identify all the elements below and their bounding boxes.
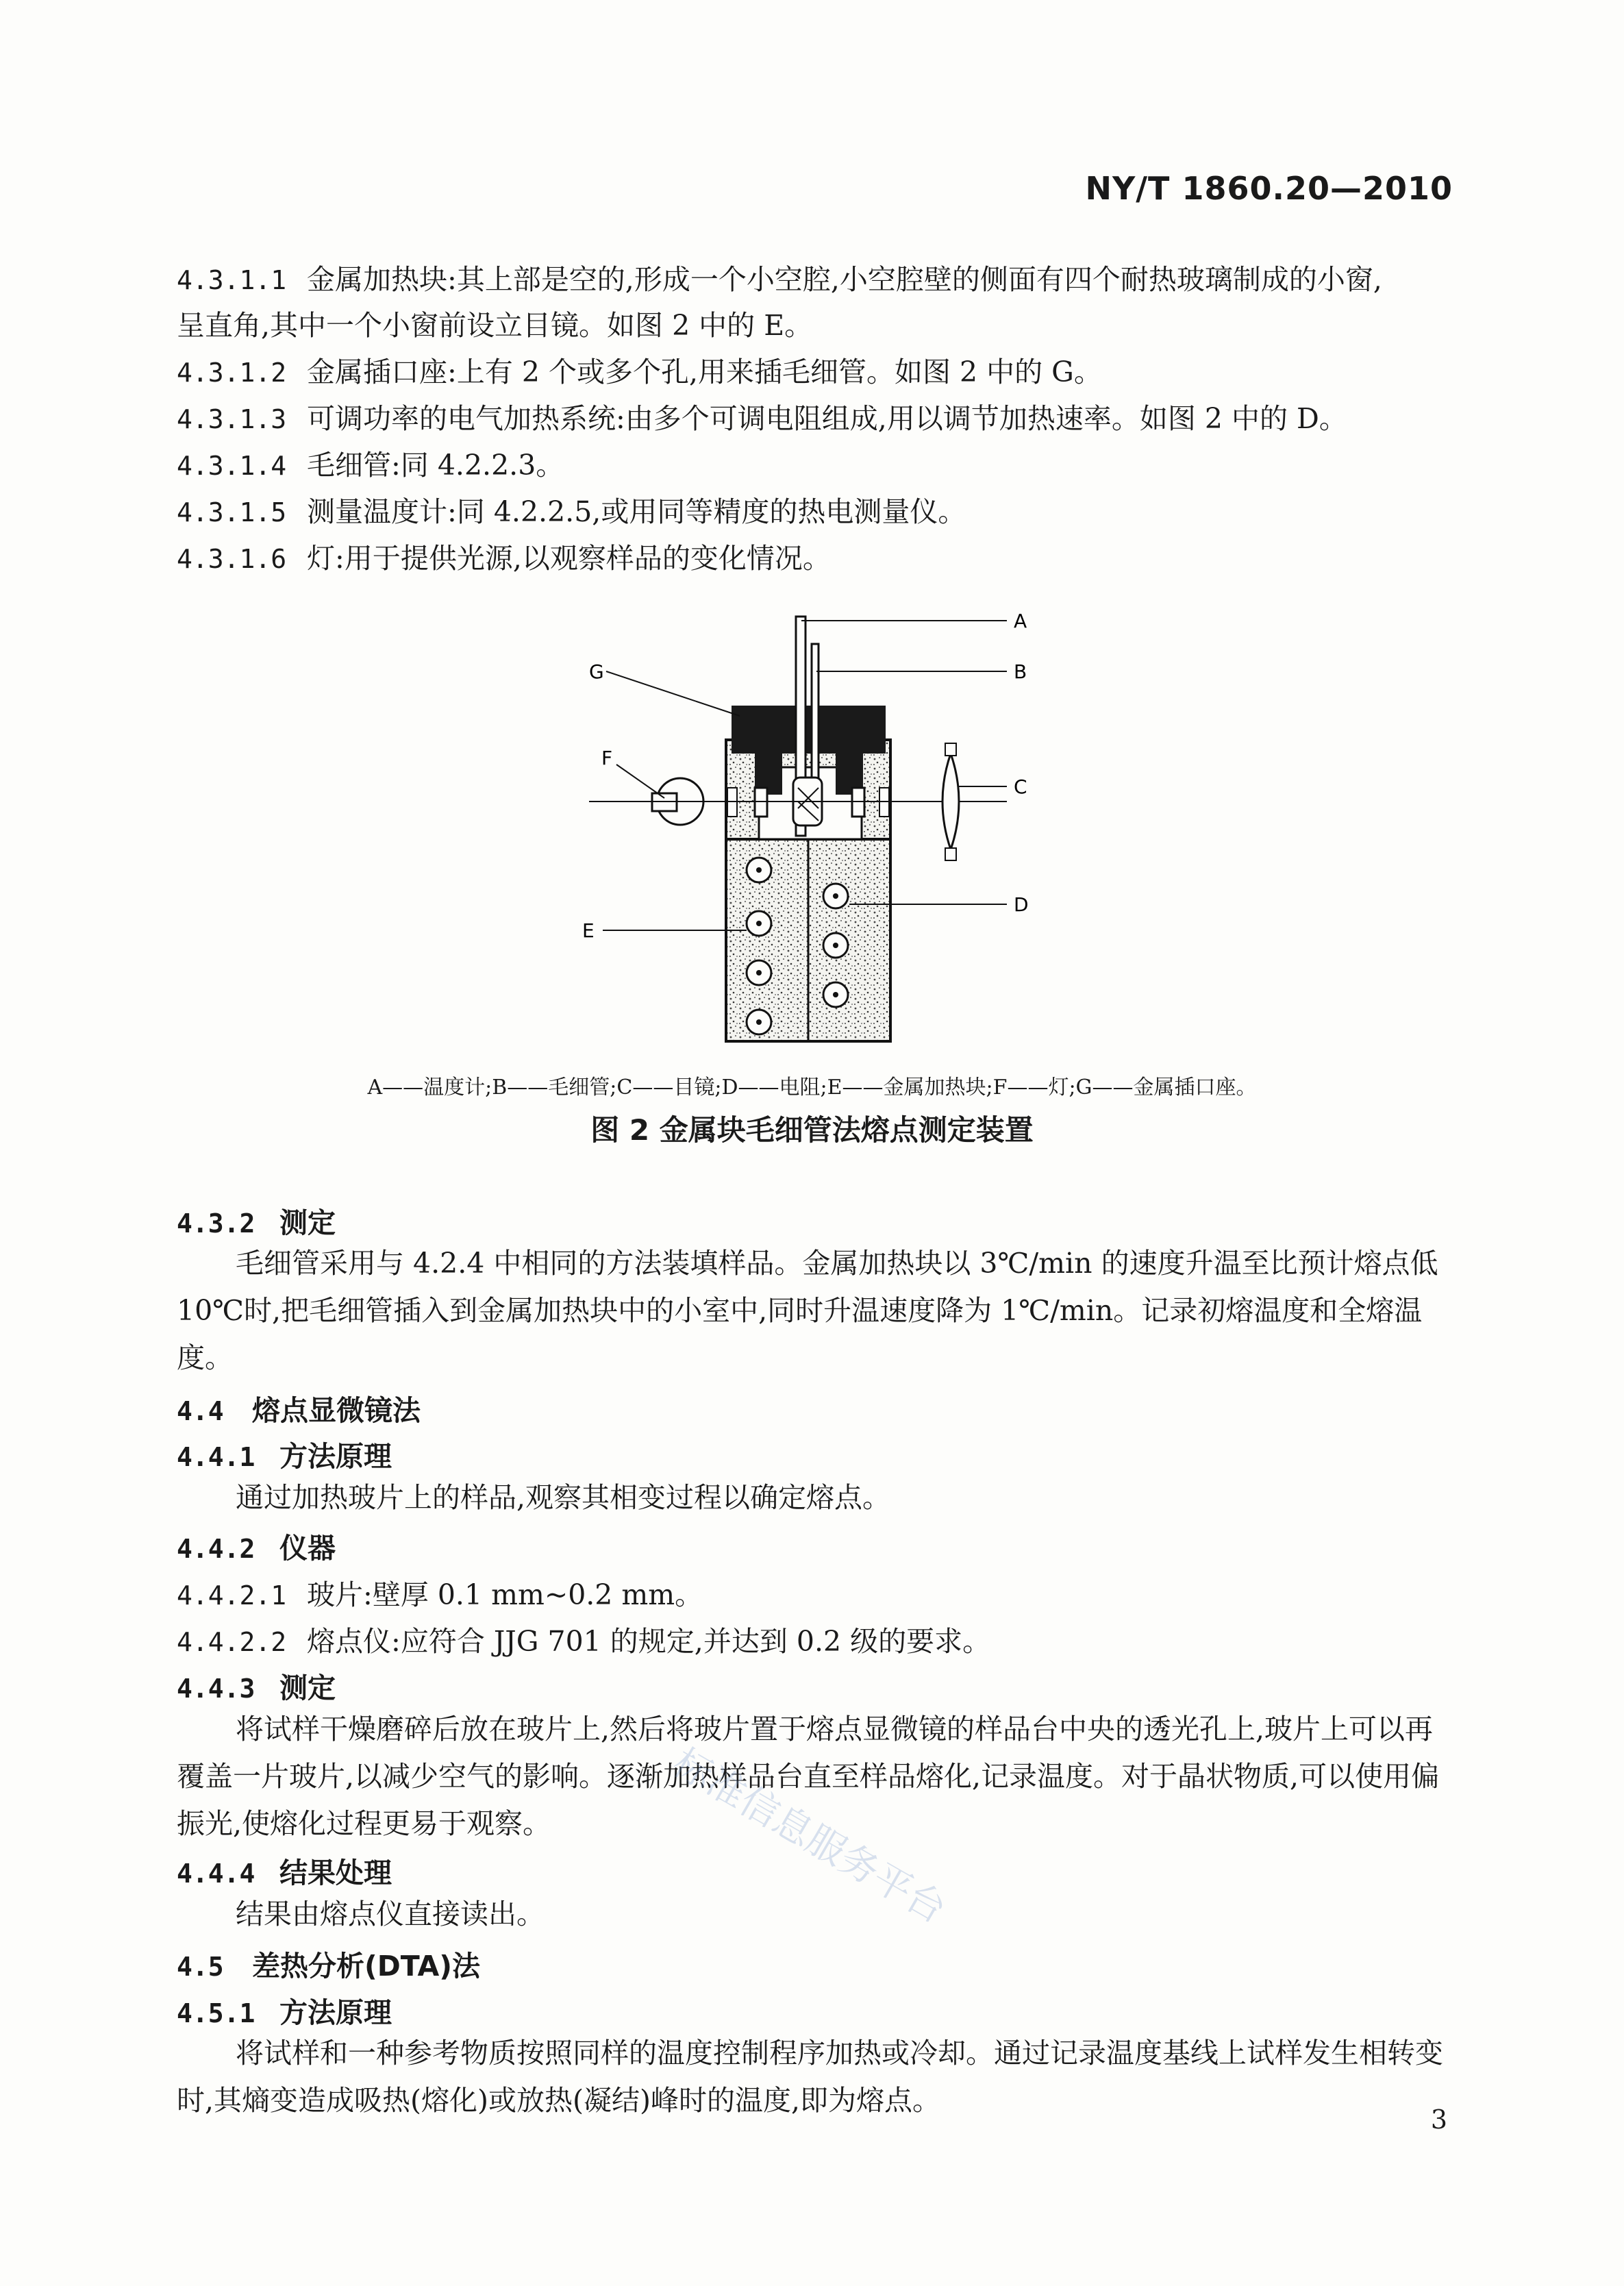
heading-4-4: 4.4 熔点显微镜法 <box>177 1394 421 1427</box>
heading-4-5-1: 4.5.1 方法原理 <box>177 1996 392 2029</box>
item-number: 4.3.1.5 <box>177 497 287 527</box>
item-number: 4.3.1.3 <box>177 404 287 434</box>
eyepiece-lens <box>942 754 959 849</box>
item-4-4-2-1: 4.4.2.1 玻片:壁厚 0.1 mm~0.2 mm。 <box>177 1578 703 1611</box>
item-4-3-1-6 <box>177 542 831 575</box>
label-D: D <box>1014 893 1029 916</box>
paragraph-4-4-4: 结果由熔点仪直接读出。 <box>236 1898 545 1930</box>
label-E: E <box>582 919 595 942</box>
heading-4-4-4: 4.4.4 结果处理 <box>177 1856 392 1889</box>
paragraph-4-4-3: 将试样干燥磨碎后放在玻片上,然后将玻片置于熔点显微镜的样品台中央的透光孔上,玻片上可以再覆盖一片玻片,以减少空气的影响。逐渐加热样品台直至样品熔化,记录温度。对于晶状物质,可以使用偏振光,使熔化过程更易于观察。 <box>177 1713 1440 1840</box>
label-C: C <box>1014 775 1027 798</box>
heading-4-4-3: 4.4.3 测定 <box>177 1672 336 1704</box>
item-text: 金属插口座:上有 2 个或多个孔,用来插毛细管。如图 2 中的 G。 <box>307 356 1102 388</box>
heading-4-4-2: 4.4.2 仪器 <box>177 1532 336 1565</box>
item-4-3-1-4 <box>177 451 564 480</box>
paragraph-4-3-2: 毛细管采用与 4.2.4 中相同的方法装填样品。金属加热块以 3℃/min 的速度升温至比预计熔点低 10℃时,把毛细管插入到金属加热块中的小室中,同时升温速度降为 1℃/min。记录初熔温度和全熔温度。 <box>177 1247 1438 1374</box>
item-4-3-1-2 <box>177 358 1102 386</box>
paragraph-4-4-1: 通过加热玻片上的样品,观察其相变过程以确定熔点。 <box>236 1481 891 1514</box>
item-4-3-1-5 <box>177 495 966 528</box>
figure-title: 图 2 金属块毛细管法熔点测定装置 <box>590 1113 1034 1147</box>
standard-code-header: NY/T 1860.20—2010 <box>1085 170 1453 207</box>
item-text: 可调功率的电气加热系统:由多个可调电阻组成,用以调节加热速率。如图 2 中的 D。 <box>307 402 1347 435</box>
capillary-insertion-seat <box>732 706 886 754</box>
item-text: 灯:用于提供光源,以观察样品的变化情况。 <box>307 542 831 575</box>
figure-key: A——温度计;B——毛细管;C——目镜;D——电阻;E——金属加热块;F——灯;G——金属插口座。 <box>367 1076 1257 1099</box>
heading-4-5: 4.5 差热分析(DTA)法 <box>177 1950 481 1983</box>
label-F: F <box>601 747 613 769</box>
heading-4-4-1: 4.4.1 方法原理 <box>177 1440 392 1473</box>
item-text: 测量温度计:同 4.2.2.5,或用同等精度的热电测量仪。 <box>307 495 966 528</box>
figure-2-apparatus-diagram <box>575 603 1055 1055</box>
label-B: B <box>1014 660 1027 683</box>
item-4-3-1-1-continued: 呈直角,其中一个小窗前设立目镜。如图 2 中的 E。 <box>177 309 813 342</box>
item-number: 4.3.1.1 <box>177 265 287 295</box>
item-text: 毛细管:同 4.2.2.3。 <box>307 449 564 482</box>
item-4-3-1-3 <box>177 402 1347 435</box>
item-number: 4.3.1.2 <box>177 358 287 388</box>
label-A: A <box>1014 610 1027 632</box>
item-4-4-2-2: 4.4.2.2 熔点仪:应符合 JJG 701 的规定,并达到 0.2 级的要求。 <box>177 1625 991 1658</box>
heading-4-3-2: 4.3.2 测定 <box>177 1206 336 1239</box>
page-number: 3 <box>1430 2104 1447 2135</box>
item-number: 4.3.1.6 <box>177 544 287 574</box>
label-G: G <box>589 660 604 683</box>
paragraph-4-5-1: 将试样和一种参考物质按照同样的温度控制程序加热或冷却。通过记录温度基线上试样发生相转变时,其熵变造成吸热(熔化)或放热(凝结)峰时的温度,即为熔点。 <box>177 2037 1443 2117</box>
watermark: 标准信息服务平台 <box>665 1740 953 1933</box>
item-4-3-1-1 <box>177 263 1382 296</box>
item-number: 4.3.1.4 <box>177 451 287 481</box>
item-text: 金属加热块:其上部是空的,形成一个小空腔,小空腔壁的侧面有四个耐热玻璃制成的小窗, <box>307 263 1382 296</box>
